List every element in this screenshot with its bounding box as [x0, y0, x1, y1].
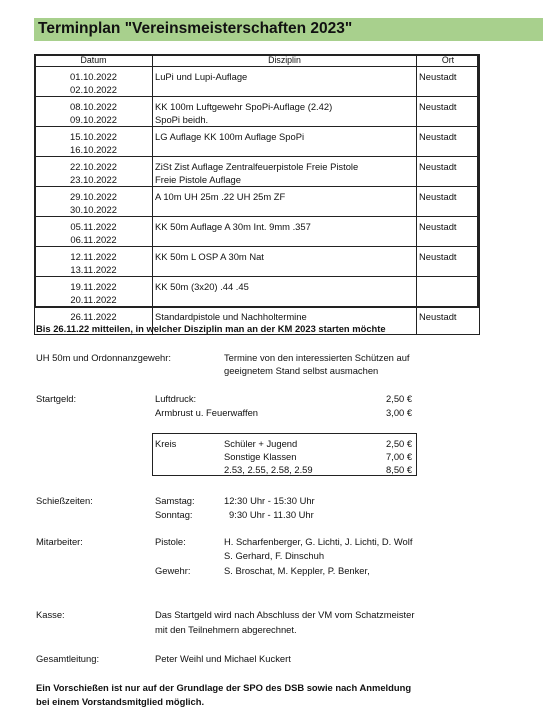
header-datum: Datum: [35, 55, 153, 67]
date-text: 23.10.2022: [70, 174, 117, 185]
location-cell: [417, 187, 480, 217]
discipline-cell: [153, 277, 417, 307]
date-text: 22.10.2022: [70, 161, 117, 172]
uh50-text-2: geeignetem Stand selbst ausmachen: [224, 365, 379, 376]
table-row: [35, 217, 480, 247]
footer-note-2: bei einem Vorstandsmitglied möglich.: [36, 696, 205, 707]
location-text: Neustadt: [419, 251, 457, 262]
discipline-text: Standardpistole und Nachholtermine: [155, 311, 307, 322]
location-text: Neustadt: [419, 221, 457, 232]
date-text: 05.11.2022: [70, 221, 117, 232]
discipline-cell: [153, 127, 417, 157]
discipline-text: LG Auflage KK 100m Auflage SpoPi: [155, 131, 305, 142]
location-cell: [417, 217, 480, 247]
schiesszeiten-time: 9:30 Uhr - 11.30 Uhr: [229, 509, 314, 520]
date-text: 20.11.2022: [70, 294, 117, 305]
discipline-cell: [153, 247, 417, 277]
discipline-text: ZiSt Zist Auflage Zentralfeuerpistole Freie Pistole: [155, 161, 359, 172]
discipline-text: KK 50m L OSP A 30m Nat: [155, 251, 264, 262]
location-text: Neustadt: [419, 191, 457, 202]
kreis-item-name: 2.53, 2.55, 2.58, 2.59: [224, 464, 313, 475]
page-title: Terminplan "Vereinsmeisterschaften 2023": [38, 20, 353, 37]
date-text: 02.10.2022: [70, 84, 117, 95]
uh50-label: UH 50m und Ordonnanzgewehr:: [36, 352, 171, 363]
discipline-cell: [153, 187, 417, 217]
date-cell: [35, 247, 153, 277]
discipline-text: KK 100m Luftgewehr SpoPi-Auflage (2.42): [155, 101, 333, 112]
date-text: 30.10.2022: [70, 204, 117, 215]
date-text: 19.11.2022: [70, 281, 117, 292]
kasse-text-1: Das Startgeld wird nach Abschluss der VM vom Schatzmeister: [155, 609, 415, 620]
discipline-cell: [153, 157, 417, 187]
startgeld-item-price: 2,50 €: [386, 393, 413, 404]
discipline-cell: [153, 97, 417, 127]
discipline-text: KK 50m (3x20) .44 .45: [155, 281, 249, 292]
date-cell: [35, 67, 153, 97]
table-row: [35, 157, 480, 187]
registration-notice: Bis 26.11.22 mitteilen, in welcher Disziplin man an der KM 2023 starten möchte: [36, 323, 386, 334]
location-text: [419, 280, 479, 293]
location-cell: [417, 67, 480, 97]
date-text: 09.10.2022: [70, 114, 117, 125]
table-row: [35, 277, 480, 307]
gesamtleitung-text: Peter Weihl und Michael Kuckert: [155, 653, 291, 664]
table-header-row: [35, 55, 480, 67]
kreis-item-price: 8,50 €: [386, 464, 413, 475]
pistole-names-2: S. Gerhard, F. Dinschuh: [224, 550, 325, 561]
date-text: 26.11.2022: [70, 311, 117, 322]
table-row: [35, 187, 480, 217]
date-text: 12.11.2022: [70, 251, 117, 262]
header-disziplin: Disziplin: [153, 55, 417, 67]
pistole-names-1: H. Scharfenberger, G. Lichti, J. Lichti, D. Wolf: [224, 536, 413, 547]
location-cell: [417, 97, 480, 127]
schiesszeiten-day: Samstag:: [155, 495, 195, 506]
discipline-text: A 10m UH 25m .22 UH 25m ZF: [155, 191, 286, 202]
startgeld-item-price: 3,00 €: [386, 407, 413, 418]
table-row: [35, 67, 480, 97]
location-cell: [417, 247, 480, 277]
kreis-item-name: Sonstige Klassen: [224, 451, 297, 462]
kasse-text-2: mit den Teilnehmern abgerechnet.: [155, 624, 297, 635]
discipline-text: SpoPi beidh.: [155, 114, 209, 125]
location-text: Neustadt: [419, 161, 457, 172]
discipline-text: KK 50m Auflage A 30m Int. 9mm .357: [155, 221, 311, 232]
schiesszeiten-day: Sonntag:: [155, 509, 193, 520]
schedule-table: [34, 54, 480, 335]
header-ort: Ort: [417, 55, 480, 67]
location-cell: [417, 277, 480, 307]
gewehr-label: Gewehr:: [155, 565, 191, 576]
location-text: Neustadt: [419, 101, 457, 112]
footer-note-1: Ein Vorschießen ist nur auf der Grundlage der SPO des DSB sowie nach Anmeldung: [36, 682, 412, 693]
schiesszeiten-label: Schießzeiten:: [36, 495, 93, 506]
startgeld-label: Startgeld:: [36, 393, 77, 404]
schiesszeiten-time: 12:30 Uhr - 15:30 Uhr: [224, 495, 315, 506]
startgeld-item-name: Armbrust u. Feuerwaffen: [155, 407, 258, 418]
pistole-label: Pistole:: [155, 536, 186, 547]
date-cell: [35, 187, 153, 217]
uh50-text-1: Termine von den interessierten Schützen auf: [224, 352, 410, 363]
location-text: Neustadt: [419, 71, 457, 82]
discipline-text: LuPi und Lupi-Auflage: [155, 71, 248, 82]
kreis-item-price: 7,00 €: [386, 451, 413, 462]
date-text: 06.11.2022: [70, 234, 117, 245]
discipline-text: Freie Pistole Auflage: [155, 174, 241, 185]
location-cell: [417, 127, 480, 157]
date-text: 01.10.2022: [70, 71, 117, 82]
date-text: 15.10.2022: [70, 131, 117, 142]
date-text: 29.10.2022: [70, 191, 117, 202]
table-row: [35, 97, 480, 127]
mitarbeiter-label: Mitarbeiter:: [36, 536, 83, 547]
location-text: Neustadt: [419, 131, 457, 142]
date-text: 13.11.2022: [70, 264, 117, 275]
location-cell: [417, 157, 480, 187]
table-row: [35, 247, 480, 277]
table-row: [35, 127, 480, 157]
kreis-item-price: 2,50 €: [386, 438, 413, 449]
location-cell: [417, 307, 480, 335]
date-text: 08.10.2022: [70, 101, 117, 112]
gewehr-names: S. Broschat, M. Keppler, P. Benker,: [224, 565, 370, 576]
discipline-cell: [153, 67, 417, 97]
kreis-label: Kreis: [155, 438, 177, 449]
date-cell: [35, 277, 153, 307]
startgeld-item-name: Luftdruck:: [155, 393, 197, 404]
date-text: 16.10.2022: [70, 144, 117, 155]
kreis-item-name: Schüler + Jugend: [224, 438, 298, 449]
date-cell: [35, 127, 153, 157]
date-cell: [35, 157, 153, 187]
kasse-label: Kasse:: [36, 609, 65, 620]
date-cell: [35, 97, 153, 127]
discipline-cell: [153, 217, 417, 247]
location-text: Neustadt: [419, 311, 457, 322]
gesamtleitung-label: Gesamtleitung:: [36, 653, 100, 664]
date-cell: [35, 217, 153, 247]
